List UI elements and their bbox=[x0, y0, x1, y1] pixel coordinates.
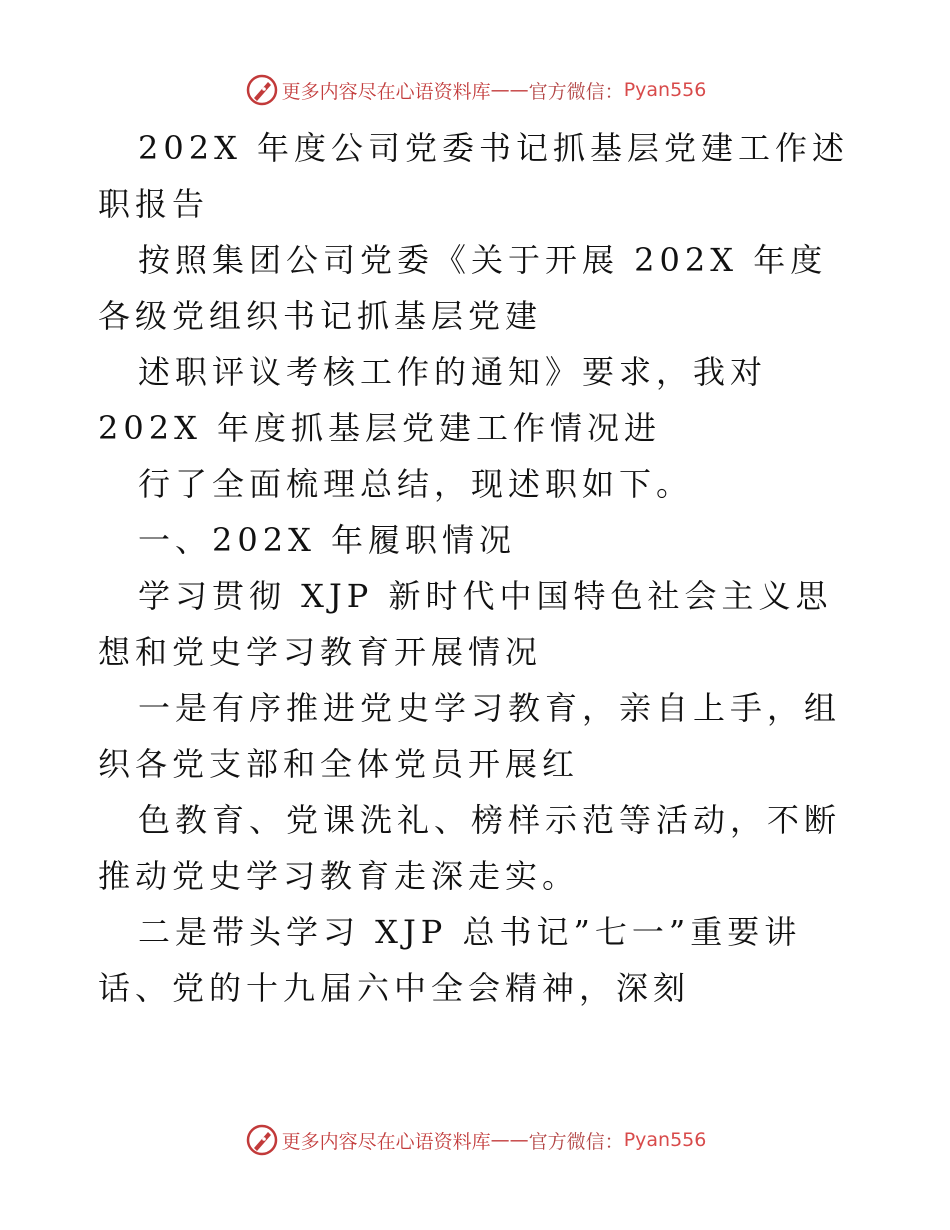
document-body bbox=[98, 120, 858, 1016]
separator: —— bbox=[490, 79, 529, 101]
page-footer-watermark bbox=[0, 1122, 950, 1158]
pen-nib-logo-icon bbox=[244, 1122, 280, 1158]
wechat-label: 官方微信： bbox=[528, 1130, 624, 1153]
paragraph: 行了全面梳理总结，现述职如下。 bbox=[138, 465, 694, 503]
paragraph: 按照集团公司党委《关于开展 202X 年度各级党组织书记抓基层党建 bbox=[98, 241, 828, 335]
paragraph: 二是带头学习 XJP 总书记”七一”重要讲话、党的十九届六中全会精神，深刻 bbox=[98, 913, 802, 1007]
paragraph: 色教育、党课洗礼、榜样示范等活动，不断推动党史学习教育走深走实。 bbox=[98, 801, 842, 895]
subsection-heading: 学习贯彻 XJP 新时代中国特色社会主义思想和党史学习教育开展情况 bbox=[98, 577, 833, 671]
separator: —— bbox=[490, 1129, 529, 1151]
paragraph: 一是有序推进党史学习教育，亲自上手，组织各党支部和全体党员开展红 bbox=[98, 689, 842, 783]
document-title: 202X 年度公司党委书记抓基层党建工作述职报告 bbox=[98, 129, 850, 223]
brand-text: 更多内容尽在心语资料库 bbox=[281, 1130, 491, 1153]
brand-text: 更多内容尽在心语资料库 bbox=[281, 80, 491, 103]
section-heading: 一、202X 年履职情况 bbox=[138, 521, 517, 559]
wechat-label: 官方微信： bbox=[528, 80, 624, 103]
page-header-watermark bbox=[0, 72, 950, 108]
paragraph: 述职评议考核工作的通知》要求，我对 202X 年度抓基层党建工作情况进 bbox=[98, 353, 768, 447]
pen-nib-logo-icon bbox=[244, 72, 280, 108]
wechat-id: Pyan556 bbox=[623, 79, 707, 101]
wechat-id: Pyan556 bbox=[623, 1129, 707, 1151]
